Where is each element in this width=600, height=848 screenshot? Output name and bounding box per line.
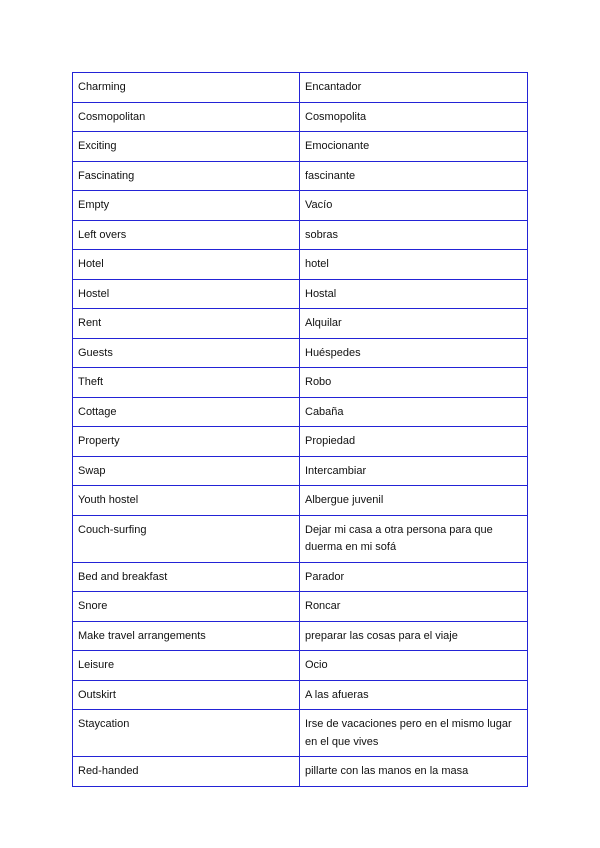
english-term-cell: Left overs xyxy=(73,220,300,250)
english-term-cell: Exciting xyxy=(73,132,300,162)
english-term-cell: Snore xyxy=(73,592,300,622)
spanish-translation-cell: Huéspedes xyxy=(300,338,528,368)
spanish-translation-cell: hotel xyxy=(300,250,528,280)
spanish-translation-cell: sobras xyxy=(300,220,528,250)
table-row xyxy=(73,710,528,757)
spanish-translation-cell: Irse de vacaciones pero en el mismo lugar en el que vives xyxy=(300,710,528,757)
spanish-translation-cell: Encantador xyxy=(300,73,528,103)
english-term-cell: Leisure xyxy=(73,651,300,681)
english-term-cell: Guests xyxy=(73,338,300,368)
table-row xyxy=(73,757,528,787)
table-row xyxy=(73,486,528,516)
spanish-translation-cell: Ocio xyxy=(300,651,528,681)
english-term-cell: Property xyxy=(73,427,300,457)
spanish-translation-cell: Parador xyxy=(300,562,528,592)
vocabulary-table xyxy=(72,72,528,787)
table-row xyxy=(73,427,528,457)
english-term-cell: Theft xyxy=(73,368,300,398)
spanish-translation-cell: Intercambiar xyxy=(300,456,528,486)
spanish-translation-cell: fascinante xyxy=(300,161,528,191)
english-term-cell: Charming xyxy=(73,73,300,103)
english-term-cell: Hostel xyxy=(73,279,300,309)
table-row xyxy=(73,368,528,398)
english-term-cell: Bed and breakfast xyxy=(73,562,300,592)
table-row xyxy=(73,279,528,309)
spanish-translation-cell: preparar las cosas para el viaje xyxy=(300,621,528,651)
spanish-translation-cell: Alquilar xyxy=(300,309,528,339)
spanish-translation-cell: Albergue juvenil xyxy=(300,486,528,516)
english-term-cell: Youth hostel xyxy=(73,486,300,516)
english-term-cell: Cottage xyxy=(73,397,300,427)
spanish-translation-cell: Propiedad xyxy=(300,427,528,457)
spanish-translation-cell: Hostal xyxy=(300,279,528,309)
english-term-cell: Swap xyxy=(73,456,300,486)
english-term-cell: Staycation xyxy=(73,710,300,757)
english-term-cell: Rent xyxy=(73,309,300,339)
spanish-translation-cell: Dejar mi casa a otra persona para que duerma en mi sofá xyxy=(300,515,528,562)
table-row xyxy=(73,191,528,221)
table-row xyxy=(73,132,528,162)
table-row xyxy=(73,161,528,191)
table-row xyxy=(73,220,528,250)
english-term-cell: Make travel arrangements xyxy=(73,621,300,651)
spanish-translation-cell: Vacío xyxy=(300,191,528,221)
table-row xyxy=(73,515,528,562)
spanish-translation-cell: Cosmopolita xyxy=(300,102,528,132)
table-row xyxy=(73,592,528,622)
table-row xyxy=(73,680,528,710)
spanish-translation-cell: A las afueras xyxy=(300,680,528,710)
english-term-cell: Couch-surfing xyxy=(73,515,300,562)
english-term-cell: Empty xyxy=(73,191,300,221)
table-row xyxy=(73,73,528,103)
english-term-cell: Cosmopolitan xyxy=(73,102,300,132)
table-row xyxy=(73,621,528,651)
english-term-cell: Outskirt xyxy=(73,680,300,710)
spanish-translation-cell: Emocionante xyxy=(300,132,528,162)
table-row xyxy=(73,397,528,427)
table-row xyxy=(73,102,528,132)
spanish-translation-cell: Robo xyxy=(300,368,528,398)
table-row xyxy=(73,651,528,681)
table-row xyxy=(73,456,528,486)
table-row xyxy=(73,338,528,368)
english-term-cell: Red-handed xyxy=(73,757,300,787)
spanish-translation-cell: pillarte con las manos en la masa xyxy=(300,757,528,787)
table-row xyxy=(73,250,528,280)
english-term-cell: Hotel xyxy=(73,250,300,280)
spanish-translation-cell: Cabaña xyxy=(300,397,528,427)
vocabulary-table-body xyxy=(73,73,528,787)
table-row xyxy=(73,309,528,339)
table-row xyxy=(73,562,528,592)
spanish-translation-cell: Roncar xyxy=(300,592,528,622)
english-term-cell: Fascinating xyxy=(73,161,300,191)
